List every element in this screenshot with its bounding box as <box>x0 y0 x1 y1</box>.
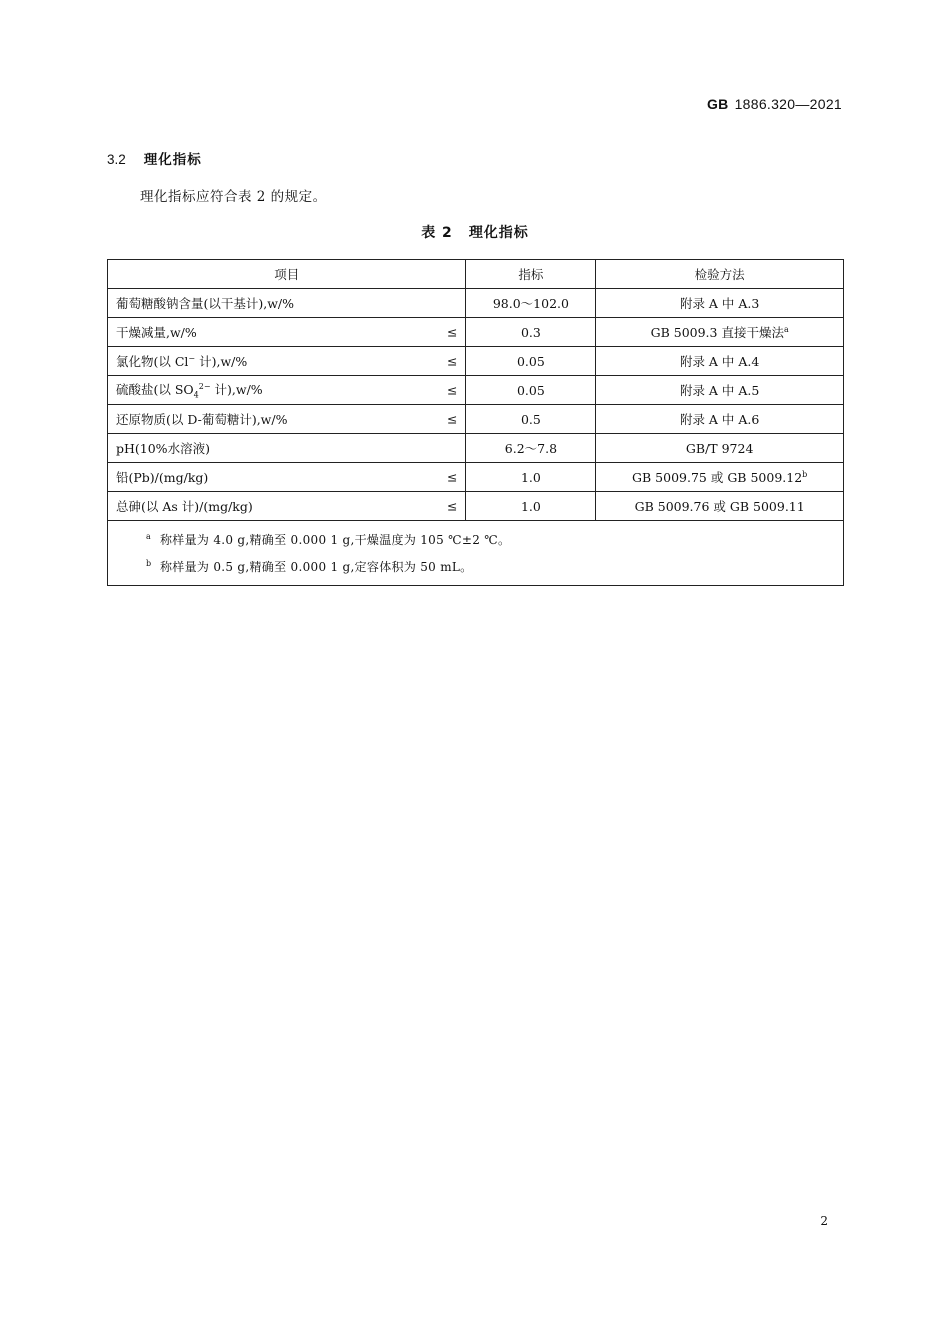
row-item <box>108 347 466 376</box>
row-item-text: pH(10%水溶液) <box>116 441 210 456</box>
header-value: 指标 <box>466 260 596 289</box>
row-item-superscript: 2− <box>198 382 211 392</box>
row-value: 0.5 <box>466 405 596 434</box>
table-caption-title: 理化指标 <box>468 225 529 241</box>
row-method-text: GB 5009.3 直接干燥法 <box>650 325 784 340</box>
footnote-a <box>146 525 843 552</box>
row-method <box>596 376 844 405</box>
row-method <box>596 289 844 318</box>
method-footnote-ref: b <box>802 469 808 479</box>
row-value: 0.05 <box>466 376 596 405</box>
row-value: 6.2～7.8 <box>466 434 596 463</box>
row-item <box>108 289 466 318</box>
row-item-text: 铅(Pb)/(mg/kg) <box>116 470 209 485</box>
method-footnote-ref: a <box>783 324 789 334</box>
row-method <box>596 492 844 521</box>
row-item-text: 氯化物(以 Cl <box>116 354 189 369</box>
row-method <box>596 463 844 492</box>
row-method-text: GB/T 9724 <box>685 440 754 456</box>
row-item <box>108 434 466 463</box>
row-value: 1.0 <box>466 463 596 492</box>
row-value: 1.0 <box>466 492 596 521</box>
row-item-text: 总砷(以 As 计)/(mg/kg) <box>116 499 253 514</box>
footnote-text: 称样量为 4.0 g,精确至 0.000 1 g,干燥温度为 105 ℃±2 ℃。 <box>160 533 511 547</box>
table-row <box>108 405 844 434</box>
row-item <box>108 492 466 521</box>
row-method-text: 附录 A 中 A.6 <box>679 412 760 427</box>
row-method-text: GB 5009.75 或 GB 5009.12 <box>632 470 803 485</box>
less-equal-symbol: ≤ <box>447 469 458 485</box>
section-heading <box>107 148 202 168</box>
table-row <box>108 434 844 463</box>
table-row <box>108 463 844 492</box>
header-method: 检验方法 <box>596 260 844 289</box>
row-item-text: 硫酸盐(以 SO <box>116 382 194 398</box>
table-row <box>108 492 844 521</box>
row-item <box>108 405 466 434</box>
row-method-text: 附录 A 中 A.3 <box>679 296 760 311</box>
header-item: 项目 <box>108 260 466 289</box>
table-header-row <box>108 260 844 289</box>
row-method-text: 附录 A 中 A.4 <box>679 354 760 369</box>
row-item <box>108 318 466 347</box>
row-item-superscript: − <box>188 353 196 363</box>
less-equal-symbol: ≤ <box>447 411 458 427</box>
row-item-text: 葡萄糖酸钠含量(以干基计),w/% <box>116 296 295 311</box>
less-equal-symbol: ≤ <box>447 324 458 340</box>
table-row <box>108 347 844 376</box>
section-number: 3.2 <box>107 152 126 167</box>
body-paragraph: 理化指标应符合表 2 的规定。 <box>140 189 327 205</box>
row-method-text: 附录 A 中 A.5 <box>679 383 760 398</box>
table-notes <box>108 521 844 586</box>
less-equal-symbol: ≤ <box>447 498 458 514</box>
table-row <box>108 318 844 347</box>
row-item-text: 干燥减量,w/% <box>116 325 197 340</box>
table-caption <box>0 222 950 242</box>
table-row <box>108 289 844 318</box>
row-method <box>596 318 844 347</box>
less-equal-symbol: ≤ <box>447 353 458 369</box>
row-item <box>108 463 466 492</box>
less-equal-symbol: ≤ <box>447 382 458 398</box>
table-notes-row <box>108 521 844 586</box>
row-value: 0.3 <box>466 318 596 347</box>
row-value: 0.05 <box>466 347 596 376</box>
footnote-b <box>146 552 843 579</box>
row-item-subscript: 4 <box>193 390 199 400</box>
table-caption-label: 表 2 <box>421 225 453 241</box>
footnote-text: 称样量为 0.5 g,精确至 0.000 1 g,定容体积为 50 mL。 <box>160 560 473 574</box>
section-title: 理化指标 <box>143 152 202 168</box>
row-method-text: GB 5009.76 或 GB 5009.11 <box>634 499 805 514</box>
row-item-tail: 计),w/% <box>210 382 263 398</box>
row-method <box>596 434 844 463</box>
row-method <box>596 405 844 434</box>
row-value: 98.0～102.0 <box>466 289 596 318</box>
standard-number <box>707 96 842 112</box>
standard-prefix: GB <box>706 96 729 112</box>
spec-table <box>107 259 844 586</box>
table-row <box>108 376 844 405</box>
row-item-tail: 计),w/% <box>195 354 248 369</box>
page-number: 2 <box>820 1214 828 1228</box>
row-method <box>596 347 844 376</box>
footnote-mark: a <box>146 532 152 541</box>
row-item-text: 还原物质(以 D-葡萄糖计),w/% <box>116 412 288 427</box>
footnote-mark: b <box>146 559 152 568</box>
standard-code: 1886.320—2021 <box>734 96 842 112</box>
row-item <box>108 376 466 405</box>
